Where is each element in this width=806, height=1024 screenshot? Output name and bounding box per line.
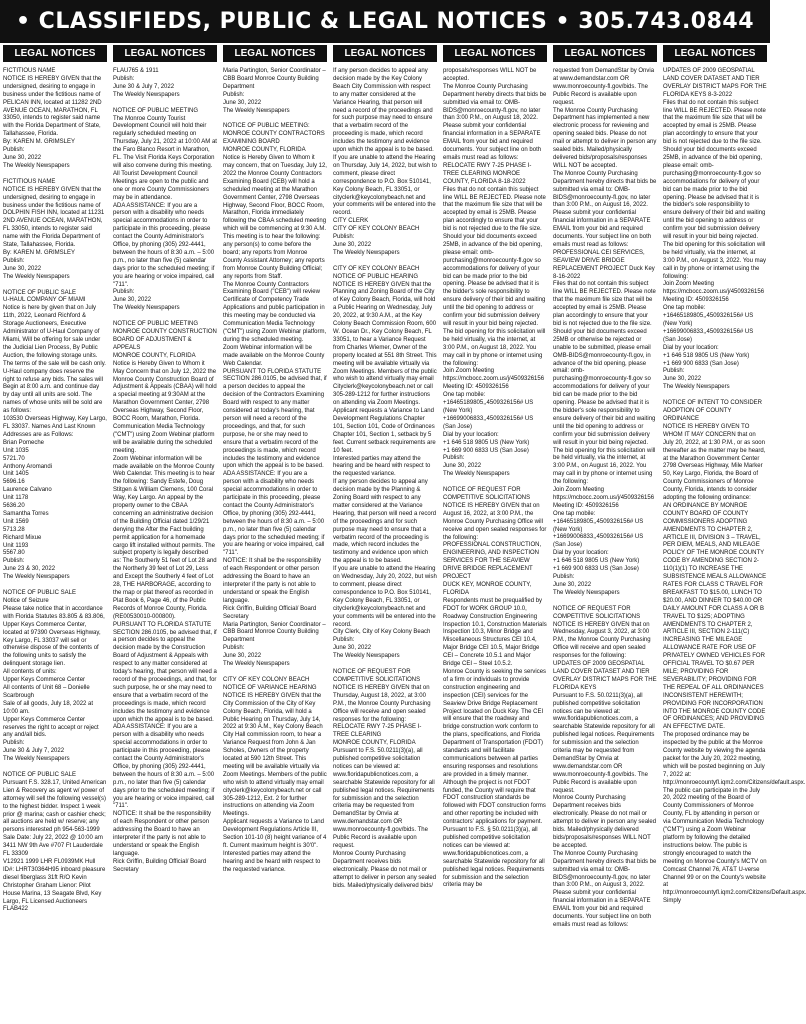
legal-notice: FLAU765 & 1911 Publish: June 30 & July 7, 2022 The Weekly Newspapers xyxy=(113,68,180,98)
legal-notice: UPDATES OF 2009 GEOSPATIAL LAND COVER DATASET AND TIER OVERLAY DISTRICT MAPS FOR THE FLORIDA KEYS 8-3-2022 Files that do not contain this subject line WILL BE REJECTED. Please note that the maximum file size that will be accepted by email is 25MB. Please plan accordingly to ensure that your bid is not rejected due to the file size. Should your bid documents exceed 25MB, in advance of the bid opening, please email: omb-purchasing@monroecounty-fl.gov so accommodations for delivery of your bid can be made prior to the bid opening. Please be advised that it is the bidder's sole responsibility to ensure delivery of their bid and waiting until the bid opening to address or confirm your bid submission delivery will result in your bid being rejected. The bid opening for this solicitation will be held virtually, via the internet, at 3:00 P.M., on August 3, 2022. You may call in by phone or internet using the following: Join Zoom Meeting https://mcbocc.zoom.us/j/4509326156 Meeting ID: 4509326156 One tap mobile: +16465189805,,4509326156# US (New York) +16699006833,,4509326156# US (San Jose) Dial by your location: +1 646 518 9805 US (New York) +1 669 900 6833 (San Jose) Publish: June 30, 2022 The Weekly Newspapers xyxy=(663,68,767,391)
legal-notice: NOTICE OF REQUEST FOR COMPETITIVE SOLICITATIONS NOTICE IS HEREBY GIVEN that on August 16, 2022, at 3:00 P.M., the Monroe County Purchasing Office will receive and open sealed responses for the following: PROFESSIONAL CONSTRUCTION, ENGINEERING, AND INSPECTION SERVICES FOR THE SEAVIEW DRIVE BRIDGE REPLACEMENT PROJECT DUCK KEY, MONROE COUNTY, FLORIDA Respondents must be prequalified by FDOT for WORK GROUP 10.0, Roadway Construction Engineering Inspection 10.1, Construction Materials Inspection 10.3, Minor Bridge and Miscellaneous Structures CEI 10.4, Major Bridge CEI 10.5, Major Bridge CEI – Concrete 10.5.1 and Major Bridge CEI – Steel 10.5.2. Monroe County is seeking the services of a firm or individuals to provide construction engineering and inspection (CEI) services for the Seaview Drive Bridge Replacement Project located on Duck Key. The CEI will ensure that the roadway and bridge construction work conform to the plans, specifications, and Florida Department of Transportation (FDOT) standards and will facilitate communications between all parties ensuring responses and resolutions are provided in a timely manner. Although the project is not FDOT funded, the County will require that FDOT construction standards be followed with FDOT construction forms and other reporting be included with contractors' applications for payment. Pursuant to F.S. § 50.0211(3)(a), all published competitive solicitation notices can be viewed at: www.floridapublicnotices.com, a searchable Statewide repository for all published legal notices. Requirements for submission and the selection criteria may be xyxy=(443,487,547,889)
column-body xyxy=(333,68,437,1020)
column-body xyxy=(553,68,657,1020)
column-header: LEGAL NOTICES xyxy=(663,45,767,62)
legal-notice: Maria Partington, Senior Coordinator – CBB Board Monroe County Building Department Publish: June 30, 2022 The Weekly Newspapers xyxy=(223,68,326,114)
column-body xyxy=(663,68,806,1020)
column-header: LEGAL NOTICES xyxy=(333,45,437,62)
column-header: LEGAL NOTICES xyxy=(553,45,657,62)
legal-notice: NOTICE OF PUBLIC SALE U-HAUL COMPANY OF MIAMI Notice is here by given that on July 11th, 2022, Leonard Richford & Storage Auctioneers, Executive Administrator of U-Haul Company of Miami, Will be offering for sale under the Judicial Lien Process, By Public Auction, the following storage units. The terms of the sale will be cash only. U-Haul company does reserve the right to refuse any bids. The sales will Begin at 8:00 a.m. and continue day by day until all units are sold. The names of whose units will be sold are as follows: 103530 Overseas Highway, Key Largo, FL 33037. Names And Last Known Addresses are as Follows: Brian Pomeche Unit 1035 5721.70 Anthony Aromandi Unit 1405 5696.16 Laurence Calvano Unit 1178 5636.20 Samantha Torres Unit 1569 5713.28 Richard Mixue Unit 1193 5567.80 Publish: June 23 & 30, 2022 The Weekly Newspapers xyxy=(3,289,107,581)
legal-notice: NOTICE OF REQUEST FOR COMPETITIVE SOLICITATIONS NOTICE IS HEREBY GIVEN that on Thursday, August 18, 2022, at 3:00 P.M., the Monroe County Purchasing Office will receive and open sealed responses for the following: RELOCATE RWY 7-25 PHASE I-TREE CLEARING MONROE COUNTY, FLORIDA Pursuant to F.S. 50.0211(3)(a), all published competitive solicitation notices can be viewed at: www.floridapublicnotices.com, a searchable Statewide repository for all published legal notices. Requirements for submission and the selection criteria may be requested from DemandStar by Onvia at www.demandstar.com OR www.monroecounty-fl.gov/bids. The Public Record is available upon request. Monroe County Purchasing Department receives bids electronically. Please do not mail or attempt to deliver in person any sealed bids. Mailed/physically delivered bids/ xyxy=(333,669,437,889)
column-header: LEGAL NOTICES xyxy=(113,45,217,62)
notice-column xyxy=(663,48,806,1024)
notice-column xyxy=(113,48,217,1024)
column-header: LEGAL NOTICES xyxy=(223,45,327,62)
column-body xyxy=(113,68,217,1020)
notice-column xyxy=(223,48,327,1024)
legal-notice: NOTICE OF REQUEST FOR COMPETITIVE SOLICITATIONS NOTICE IS HEREBY GIVEN that on Wednesday, August 3, 2022, at 3:00 P.M., the Monroe County Purchasing Office will receive and open sealed responses for the following: UPDATES OF 2009 GEOSPATIAL LAND COVER DATASET AND TIER OVERLAY DISTRICT MAPS FOR THE FLORIDA KEYS Pursuant to F.S. 50.0211(3)(a), all published competitive solicitation notices can be viewed at: www.floridapublicnotices.com, a searchable Statewide repository for all published legal notices. Requirements for submission and the selection criteria may be requested from DemandStar by Onvia at www.demandstar.com OR www.monroecounty-fl.gov/bids. The Public Record is available upon request. Monroe County Purchasing Department receives bids electronically. Please do not mail or attempt to deliver in person any sealed bids. Mailed/physically delivered bids/proposals/responses WILL NOT be accepted. The Monroe County Purchasing Department hereby directs that bids be submitted via email to: OMB-BIDS@monroecounty-fl.gov, no later than 3:00 P.M., on August 3, 2022. Please submit your confidential financial information in a SEPARATE EMAIL from your bid and required documents. Your subject line on both emails must read as follows: xyxy=(553,605,657,928)
notice-column xyxy=(333,48,437,1024)
notice-column xyxy=(3,48,107,1024)
legal-notice: NOTICE OF PUBLIC MEETING MONROE COUNTY CONSTRUCTION BOARD OF ADJUSTMENT & APPEALS MONROE COUNTY, FLORIDA Notice is Hereby Given to Whom it May Concern that on July 12, 2022 the Monroe County Construction Board of Adjustment & Appeals (CBAA) will hold a special meeting at 9:30AM at the Marathon Government Center, 2798 Overseas Highway, Second Floor, BOCC Room, Marathon, Florida. Communication Media Technology ("CMT") using Zoom Webinar platform will be available during the scheduled meeting. Zoom Webinar information will be made available on the Monroe County Web Calendar. This meeting is to hear the following: Sandy Estefe, Doug Stitgen & William Clemens, 100 Coral Way, Key Largo. An appeal by the property owner to the CBAA concerning an administrative decision of the Building Official dated 1/29/21 denying the After the Fact building permit application for a homemade cargo lift installed without permits. The subject property is legally described as: The Southerly 51 feet of Lot 28 and the Northerly 39 feet of Lot 29, Less and Except the Southerly 4 feet of Lot 28, THE HARBORAGE, according to the map or plat thereof as recorded in Plat Book 6, Page 46, of the Public Records of Monroe County, Florida. (RE00530010-000800). PURSUANT TO FLORIDA STATUTE SECTION 286.0105, be advised that, if a person decides to appeal the decision made by the Construction Board of Adjustment & Appeals with respect to any matter considered at today's hearing, that person will need a record of the proceedings, and that, for such purpose, he or she may need to ensure that a verbatim record of the proceedings is made, which record includes the testimony and evidence upon which the appeal is to be based. ADA ASSISTANCE: If you are a person with a disability who needs special accommodations in order to participate in this proceeding, please contact the County Administrator's Office, by phoning (305) 292-4441, between the hours of 8:30 a.m. – 5:00 p.m., no later than five (5) calendar days prior to the scheduled meeting; if you are hearing or voice impaired, call "711". NOTICE: It shall be the responsibility of each Respondent or other person addressing the Board to have an interpreter if the party is not able to understand or speak the English language. Rick Griffin, Building Official/ Board Secretary xyxy=(113,321,217,873)
legal-notice: FICTITIOUS NAME NOTICE IS HEREBY GIVEN that the undersigned, desiring to engage in business under the fictitious name of PELICAN INN, located at 11282 2ND AVENUE OCEAN, MARATHON, FL 33050, intends to register said name with the Florida Department of State, Tallahassee, Florida. By: KAREN M. GRIMSLEY Publish: June 30, 2022 The Weekly Newspapers xyxy=(3,68,102,169)
notice-column xyxy=(553,48,657,1024)
column-body xyxy=(3,68,107,1020)
legal-notice: NOTICE OF PUBLIC MEETING The Monroe County Tourist Development Council will hold their regularly scheduled meeting on Thursday, July 21, 2022 at 10:00 AM at the Faro Blanco Resort in Marathon, FL. The Visit Florida Keys Corporation will also convene during this meeting. All Tourist Development Council Meetings are open to the public and one or more County Commissioners may be in attendance. ADA ASSISTANCE: If you are a person with a disability who needs special accommodations in order to participate in this proceeding, please contact the County Administrator's Office, by phoning (305) 292-4441, between the hours of 8:30 a.m. – 5:00 p.m., no later than five (5) calendar days prior to the scheduled meeting; if you are hearing or voice impaired, call "711". Publish: June 30, 2022 The Weekly Newspapers xyxy=(113,107,217,312)
legal-notice: requested from DemandStar by Onvia at www.demandstar.com OR www.monroecounty-fl.gov/bids. The Public Record is available upon request. The Monroe County Purchasing Department has implemented a new electronic process for reviewing and opening sealed bids. Please do not mail or attempt to deliver in person any sealed bids. Mailed/physically delivered bids/proposals/responses WILL NOT be accepted. The Monroe County Purchasing Department hereby directs that bids be submitted via email to: OMB-BIDS@monroecounty-fl.gov, no later than 3:00 P.M., on August 16, 2022. Please submit your confidential financial information in a SEPARATE EMAIL from your bid and required documents. Your subject line on both emails must read as follows: PROFESSIONAL CEI SERVICES, SEAVIEW DRIVE BRIDGE REPLACEMENT PROJECT Duck Key 8-16-2022 Files that do not contain this subject line WILL BE REJECTED. Please note that the maximum file size that will be accepted by email is 25MB. Please plan accordingly to ensure that your bid is not rejected due to the file size. Should your bid documents exceed 25MB or otherwise be rejected or unable to be submitted, please email OMB-BIDS@monroecounty-fl.gov, in advance of the bid opening, please email: omb-purchasing@monroecounty-fl.gov so accommodations for delivery of your bid can be made prior to the bid opening. Please be advised that it is the bidder's sole responsibility to ensure delivery of their bid and waiting until the bid opening to address or confirm your bid submission delivery will result in your bid being rejected. The bid opening for this solicitation will be held virtually, via the internet, at 3:00 P.M., on August 16, 2022. You may call in by phone or internet using the following: Join Zoom Meeting https://mcbocc.zoom.us/j/4509326156 Meeting ID: 4509326156 One tap mobile: +16465189805,,4509326156# US (New York) +16699006833,,4509326156# US (San Jose) Dial by your location: +1 646 518 9805 US (New York) +1 669 900 6833 US (San Jose) Publish: June 30, 2022 The Weekly Newspapers xyxy=(553,68,657,596)
legal-notice: FICTITIOUS NAME NOTICE IS HEREBY GIVEN that the undersigned, desiring to engage in business under the fictitious name of DOLPHIN FISH INN, located at 11231 2ND AVENUE OCEAN, MARATHON, FL 33050, intends to register said name with the Florida Department of State, Tallahassee, Florida. By: KAREN M. GRIMSLEY Publish: June 30, 2022 The Weekly Newspapers xyxy=(3,178,105,280)
legal-notice: NOTICE OF INTENT TO CONSIDER ADOPTION OF COUNTY ORDINANCE NOTICE IS HEREBY GIVEN TO WHOM IT MAY CONCERN that on July 20, 2022, at 1:30 P.M., or as soon thereafter as the matter may be heard, at the Marathon Government Center 2798 Overseas Highway, Mile Marker 50, Key Largo, Florida, the Board of County Commissioners of Monroe County, Florida, intends to consider adopting the following ordinance: AN ORDINANCE BY MONROE COUNTY BOARD OF COUNTY COMMISSIONERS ADOPTING AMENDMENTS TO CHAPTER 2, ARTICLE III, DIVISION 3 – TRAVEL, PER DIEM, MEALS, AND MILEAGE POLICY OF THE MONROE COUNTY CODE BY AMENDING SECTION 2-110(1)(1) TO INCREASE THE SUBSISTENCE MEALS ALLOWANCE RATES FOR CLASS C TRAVEL FOR BREAKFAST TO $15.00, LUNCH TO $20.00, AND DINNER TO $40.00 OR DAILY AMOUNT FOR CLASS A OR B TRAVEL TO $125; ADOPTING AMENDMENTS TO CHAPTER 2, ARTICLE III, SECTION 2-111(C) INCREASING THE MILEAGE ALLOWANCE RATE FOR USE OF PRIVATELY OWNED VEHICLES FOR OFFICIAL TRAVEL TO $0.67 PER MILE; PROVIDING FOR SEVERABILITY; PROVIDING FOR THE REPEAL OF ALL ORDINANCES INCONSISTENT HEREWITH; PROVIDING FOR INCORPORATION INTO THE MONROE COUNTY CODE OF ORDINANCES; AND PROVIDING AN EFFECTIVE DATE. The proposed ordinance may be inspected by the public at the Monroe County website by viewing the agenda packet for the July 20, 2022 meeting, which will be posted beginning on July 7, 2022 at: http://monroecountyfl.iqm2.com/Citizens/default.aspx. The public can participate in the July 20, 2022 meeting of the Board of County Commissioners of Monroe County, FL by attending in person or via Communication Media Technology ("CMT") using a Zoom Webinar platform by following the detailed instructions below. The public is strongly encouraged to watch the meeting on Monroe County's MCTV on Comcast Channel 76, AT&T U-verse Channel 99 or on the County's website at http://monroecountyfl.iqm2.com/Citizens/Default.aspx. Simply xyxy=(663,400,806,905)
column-body xyxy=(443,68,547,1020)
legal-notice: NOTICE OF PUBLIC MEETING: MONROE COUNTY CONTRACTORS EXAMINING BOARD MONROE COUNTY, FLORIDA Notice is Hereby Given to Whom it may concern, that on Tuesday, July 12, 2022 the Monroe County Contractors Examining Board (CEB) will hold a scheduled meeting at the Marathon Government Center, 2798 Overseas Highway, Second Floor, BOCC Room, Marathon, Florida immediately following the CBAA scheduled meeting which will be commencing at 9:30 A.M. This meeting is to hear the following: any person(s) to come before the board; any reports from Monroe County Assistant Attorney; any reports from Monroe County Building Official; any reports from Staff. The Monroe County Contractors Examining Board ("CEB") will review Certificate of Competency Trade Applications and public participation in this meeting may be conducted via Communication Media Technology ("CMT") using Zoom Webinar platform, during the scheduled meeting. Zoom Webinar information will be made available on the Monroe County Web Calendar. PURSUANT TO FLORIDA STATUTE SECTION 286.0105, be advised that, if a person decides to appeal the decision of the Contractors Examining Board with respect to any matter considered at today's hearing, that person will need a record of the proceedings, and that, for such purpose, he or she may need to ensure that a verbatim record of the proceedings is made, which record includes the testimony and evidence upon which the appeal is to be based. ADA ASSISTANCE: If you are a person with a disability who needs special accommodations in order to participate in this proceeding, please contact the County Administrator's Office, by phoning (305) 292-4441, between the hours of 8:30 a.m. – 5:00 p.m., no later than five (5) calendar days prior to the scheduled meeting; if you are hearing or voice impaired, call "711". NOTICE: It shall be the responsibility of each Respondent or other person addressing the Board to have an interpreter if the party is not able to understand or speak the English language. Rick Griffin, Building Official/ Board Secretary Maria Partington, Senior Coordinator – CBB Board Monroe County Building Department Publish: June 30, 2022 The Weekly Newspapers xyxy=(223,123,327,668)
legal-notice: If any person decides to appeal any decision made by the Key Colony Beach City Commission with respect to any matter considered at the Variance Hearing, that person will need a record of the proceedings and for such purpose may need to ensure that a verbatim record of the proceeding is made, which record includes the testimony and evidence upon which the appeal is to be based. If you are unable to attend the Hearing on Thursday, July 14, 2022, but wish to comment, please direct correspondence to P.O. Box 510141, Key Colony Beach, FL 33051, or cityclerk@keycolonybeach.net and your comments will be entered into the record. CITY CLERK CITY OF KEY COLONY BEACH Publish: June 30, 2022 The Weekly Newspapers xyxy=(333,68,437,256)
legal-notice: NOTICE OF PUBLIC SALE Pursuant F.S. 328.17, United American Lien & Recovery as agent w/ power of attorney will sell the following vessel(s) to the highest bidder. Inspect 1 week prior @ marina; cash or cashier check; all auctions are held w/ reserve; any persons interested ph 954-563-1999 Sale Date: July 22, 2022 @ 10:00 am 3411 NW 9th Ave #707 Ft Lauderdale FL 33309 V12921 1999 LHR FL0939MK Hull ID#: LHRT30364H95 inboard pleasure diesel fiberglass 31ft R/O Kevin Christopher Graham Lienor: Pilot House Marina, 13 Seagate Blvd, Key Largo, FL Licensed Auctioneers FLAB422 xyxy=(3,772,107,913)
section-banner: • CLASSIFIEDS, PUBLIC & LEGAL NOTICES • 305.743.0844 xyxy=(0,0,770,43)
column-body xyxy=(223,68,327,1020)
legal-notice: CITY OF KEY COLONY BEACH NOTICE OF PUBLIC HEARING NOTICE IS HEREBY GIVEN that the Planning and Zoning Board of the City of Key Colony Beach, Florida, will hold a Public Hearing on Wednesday, July 20, 2022, at 9:30 A.M., at the Key Colony Beach Commission Room, 600 W. Ocean Dr., Key Colony Beach, FL 33051, to hear a Variance Request from Charles Wiemer, Owner of the property located at 551 8th Street. This meeting will be available virtually via Zoom Meetings. Members of the public who wish to attend virtually may email Cityclerk@keycolonybeach.net or call 305-289-1212 for further instructions on attending via Zoom Meetings. Applicant requests a Variance to Land Development Regulations Chapter 101, Section 101, Code of Ordinances Chapter 101, Section 1, setback by 5 feet. Current setback requirements are 10 feet. Interested parties may attend the hearing and be heard with respect to the requested variance. If any person decides to appeal any decision made by the Planning & Zoning Board with respect to any matter considered at the Variance Hearing, that person will need a record of the proceedings and for such purpose may need to ensure that a verbatim record of the proceeding is made, which record includes the testimony and evidence upon which the appeal is to be based. If you are unable to attend the Hearing on Wednesday, July 20, 2022, but wish to comment, please direct correspondence to P.O. Box 510141, Key Colony Beach, FL 33051, or cityclerk@keycolonybeach.net and your comments will be entered into the record. City Clerk, City of Key Colony Beach Publish: June 30, 2022 The Weekly Newspapers xyxy=(333,265,437,660)
legal-notice: proposals/responses WILL NOT be accepted. The Monroe County Purchasing Department hereby directs that bids be submitted via email to: OMB-BIDS@monroecounty-fl.gov, no later than 3:00 P.M., on August 18, 2022. Please submit your confidential financial information in a SEPARATE EMAIL from your bid and required documents. Your subject line on both emails must read as follows: RELOCATE RWY 7-25 PHASE I-TREE CLEARING MONROE COUNTY, FLORIDA 8-18-2022 Files that do not contain this subject line WILL BE REJECTED. Please note that the maximum file size that will be accepted by email is 25MB. Please plan accordingly to ensure that your bid is not rejected due to the file size. Should your bid documents exceed 25MB, in advance of the bid opening, please email: omb-purchasing@monroecounty-fl.gov so accommodations for delivery of your bid can be made prior to the bid opening. Please be advised that it is the bidder's sole responsibility to ensure delivery of their bid and waiting until the bid opening to address or confirm your bid submission delivery will result in your bid being rejected. The bid opening for this solicitation will be held virtually, via the internet, at 3:00 P.M., on August 18, 2022. You may call in by phone or internet using the following: Join Zoom Meeting https://mcbocc.zoom.us/j/4509326156 Meeting ID: 4509326156 One tap mobile: +16465189805,,4509326156# US (New York) +16699006833,,4509326156# US (San Jose) Dial by your location: +1 646 518 9805 US (New York) +1 669 900 6833 US (San Jose) Publish: June 30, 2022 The Weekly Newspapers xyxy=(443,68,547,478)
notices-columns xyxy=(0,48,806,1024)
column-header: LEGAL NOTICES xyxy=(3,45,107,62)
legal-notice: NOTICE OF PUBLIC SALE Notice of Seizure Please take notice that in accordance with Florida Statutes 83.805 & 83.806, Upper Keys Commerce Center, located at 97390 Overseas Highway, Key Largo, FL 33037 will sell or otherwise dispose of the contents of the following units to satisfy the delinquent storage lien. All contents of units: Upper Keys Commerce Center All contents of Unit 68 – Donielle Scarbrough Sale of all goods, July 18, 2022 at 10:00 am. Upper Keys Commerce Center reserves the right to accept or reject any and/all bids. Publish: June 30 & July 7, 2022 The Weekly Newspapers xyxy=(3,590,105,763)
legal-notice: CITY OF KEY COLONY BEACH NOTICE OF VARIANCE HEARING NOTICE IS HEREBY GIVEN that the City Commission of the City of Key Colony Beach, Florida, will hold a Public Hearing on Thursday, July 14, 2022 at 9:30 A.M., Key Colony Beach City Hall commission room, to hear a Variance Request from John & Jan Scholes, Owners of the property located at 590 12th Street. This meeting will be available virtually via Zoom Meetings. Members of the public who wish to attend virtually may email cityclerk@keycolonybeach.net or call 305-289-1212, Ext. 2 for further instructions on attending via Zoom Meetings. Applicant requests a Variance to Land Development Regulations Article III, Section 101-10 (8) height variance of 4 ft. Current maximum height is 30'0". Interested parties may attend the hearing and be heard with respect to the requested variance. xyxy=(223,676,327,873)
column-header: LEGAL NOTICES xyxy=(443,45,547,62)
notice-column xyxy=(443,48,547,1024)
